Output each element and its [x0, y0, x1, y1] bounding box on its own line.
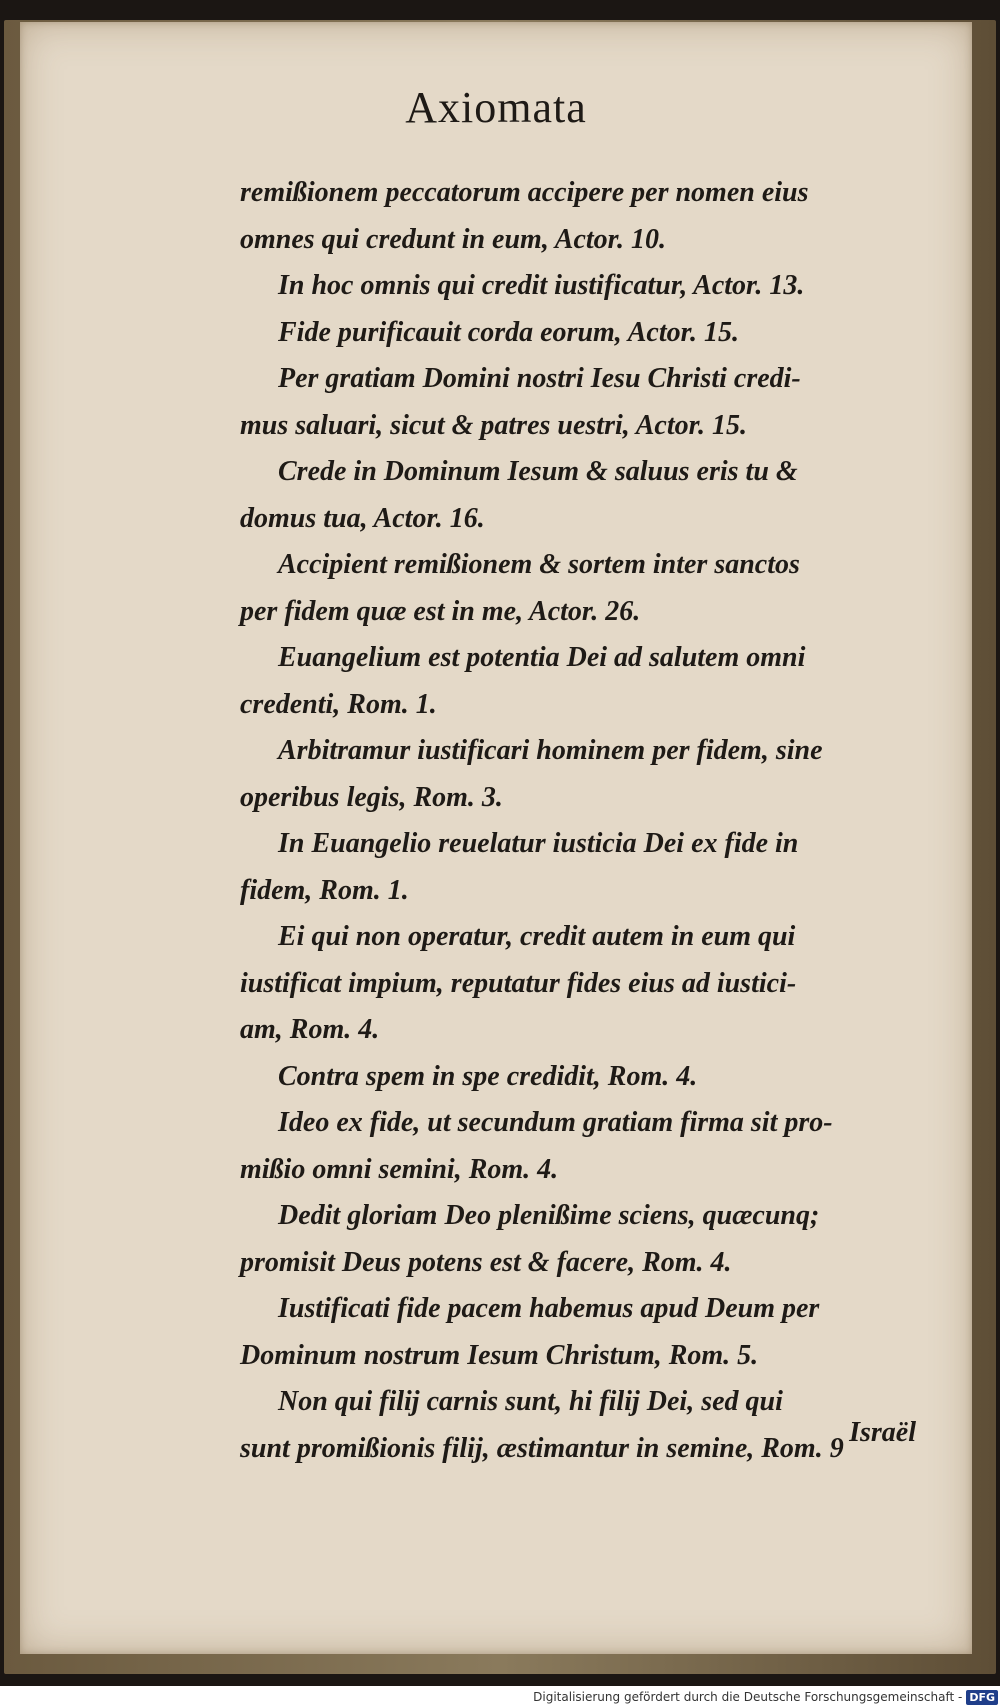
text-line: am, Rom. 4.	[240, 1014, 380, 1045]
text-line: Accipient remißionem & sortem inter sanctos	[278, 549, 800, 580]
text-line: Contra spem in spe credidit, Rom. 4.	[278, 1060, 698, 1092]
text-line: Iustificati fide pacem habemus apud Deum per	[278, 1293, 820, 1324]
text-line: mißio omni semini, Rom. 4.	[240, 1153, 559, 1185]
page-title: Axiomata	[405, 83, 587, 132]
text-line: fidem, Rom. 1.	[240, 874, 409, 906]
text-line: remißionem peccatorum accipere per nomen eius	[240, 177, 809, 208]
text-line: Dominum nostrum Iesum Christum, Rom. 5.	[240, 1339, 759, 1371]
text-line: sunt promißionis filij, æstimantur in semine, Rom. 9	[240, 1432, 844, 1464]
footer-credit-text: Digitalisierung gefördert durch die Deutsche Forschungsgemeinschaft -	[533, 1690, 963, 1704]
text-line: omnes qui credunt in eum, Actor. 10.	[240, 223, 667, 255]
text-line: Ideo ex fide, ut secundum gratiam firma sit pro-	[278, 1107, 833, 1138]
dfg-logo: DFG	[966, 1690, 998, 1705]
book-page	[20, 22, 972, 1654]
text-line: credenti, Rom. 1.	[240, 688, 437, 720]
text-line: per fidem quæ est in me, Actor. 26.	[240, 595, 641, 627]
text-line: mus saluari, sicut & patres uestri, Actor. 15.	[240, 409, 747, 441]
text-line: Ei qui non operatur, credit autem in eum qui	[278, 921, 796, 952]
text-line: operibus legis, Rom. 3.	[240, 781, 503, 813]
text-line: domus tua, Actor. 16.	[240, 502, 485, 534]
catchword: Israël	[849, 1417, 916, 1448]
text-line: promisit Deus potens est & facere, Rom. 4.	[240, 1246, 732, 1278]
text-line: Dedit gloriam Deo plenißime sciens, quæcunq;	[278, 1200, 820, 1231]
text-line: iustificat impium, reputatur fides eius ad iustici-	[240, 967, 797, 999]
text-line: In hoc omnis qui credit iustificatur, Actor. 13.	[278, 270, 805, 301]
text-line: Euangelium est potentia Dei ad salutem omni	[278, 642, 806, 673]
text-line: Crede in Dominum Iesum & saluus eris tu &	[278, 456, 798, 487]
text-line: Per gratiam Domini nostri Iesu Christi credi-	[278, 363, 801, 394]
footer-credit	[533, 1688, 998, 1706]
text-line: Arbitramur iustificari hominem per fidem, sine	[278, 735, 823, 766]
text-line: Non qui filij carnis sunt, hi filij Dei, sed qui	[278, 1386, 783, 1417]
text-line: Fide purificauit corda eorum, Actor. 15.	[278, 316, 739, 348]
text-line: In Euangelio reuelatur iusticia Dei ex fide in	[278, 828, 799, 859]
page-body-text	[240, 170, 960, 1472]
